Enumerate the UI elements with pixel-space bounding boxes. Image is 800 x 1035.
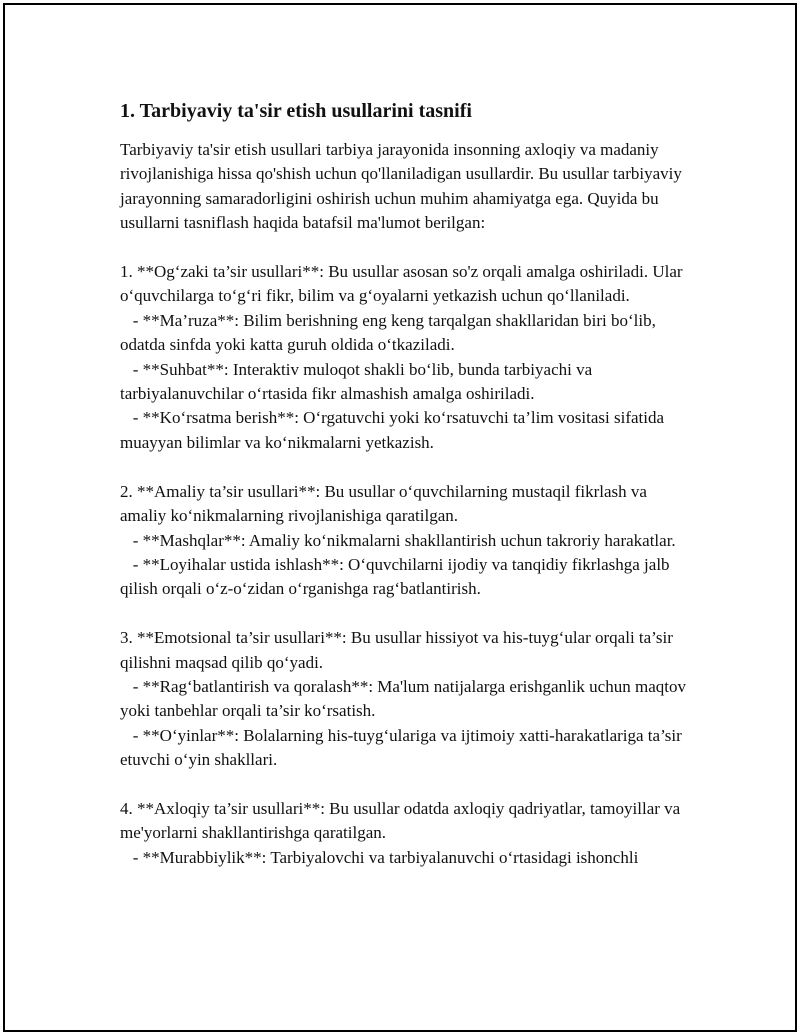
section-2-item-2: - **Loyihalar ustida ishlash**: O‘quvchilarni ijodiy va tanqidiy fikrlashga jalb qilish orqali o‘z-o‘zidan o‘rganishga rag‘batlantirish. [120, 554, 674, 599]
section-4-item-1: - **Murabbiylik**: Tarbiyalovchi va tarbiyalanuvchi o‘rtasidagi ishonchli [120, 847, 639, 867]
section-1-item-2: - **Suhbat**: Interaktiv muloqot shakli bo‘lib, bunda tarbiyachi va tarbiyalanuvchilar o‘rtasida fikr almashish amalga oshiriladi. [120, 359, 597, 404]
document-page [3, 3, 797, 1032]
intro-paragraph: Tarbiyaviy ta'sir etish usullari tarbiya jarayonida insonning axloqiy va madaniy rivojlanishiga hissa qo'shish uchun qo'llaniladigan usullardir. Bu usullar tarbiyaviy jarayonning samaradorligini oshirish uchun muhim ahamiyatga ega. Quyida bu usullarni tasniflash haqida batafsil ma'lumot berilgan: [120, 140, 687, 233]
document-content [120, 98, 690, 870]
section-3-heading: 3. **Emotsional ta’sir usullari**: Bu usullar hissiyot va his-tuyg‘ular orqali ta’sir qilishni maqsad qilib qo‘yadi. [120, 628, 678, 672]
section-3-item-2: - **O‘yinlar**: Bolalarning his-tuyg‘ulariga va ijtimoiy xatti-harakatlariga ta’sir etuvchi o‘yin shakllari. [120, 725, 687, 770]
section-1-item-3: - **Ko‘rsatma berish**: O‘rgatuvchi yoki ko‘rsatuvchi ta’lim vositasi sifatida muayyan bilimlar va ko‘nikmalarni yetkazish. [120, 408, 669, 452]
section-1-heading: 1. **Og‘zaki ta’sir usullari**: Bu usullar asosan so'z orqali amalga oshiriladi. Ular o‘quvchilarga to‘g‘ri fikr, bilim va g‘oyalarni yetkazish uchun qo‘llaniladi. [120, 262, 687, 306]
document-title: 1. Tarbiyaviy ta'sir etish usullarini tasnifi [120, 100, 472, 122]
section-2-item-1: - **Mashqlar**: Amaliy ko‘nikmalarni shakllantirish uchun takroriy harakatlar. [120, 530, 676, 550]
section-2-heading: 2. **Amaliy ta’sir usullari**: Bu usullar o‘quvchilarning mustaqil fikrlash va amaliy ko‘nikmalarning rivojlanishiga qaratilgan. [120, 481, 652, 526]
document-body [120, 138, 690, 870]
section-1-item-1: - **Ma’ruza**: Bilim berishning eng keng tarqalgan shakllaridan biri bo‘lib, odatda sinfda yoki katta guruh oldida o‘tkaziladi. [120, 310, 661, 355]
section-4-heading: 4. **Axloqiy ta’sir usullari**: Bu usullar odatda axloqiy qadriyatlar, tamoyillar va me'yorlarni shakllantirishga qaratilgan. [120, 798, 685, 843]
section-3-item-1: - **Rag‘batlantirish va qoralash**: Ma'lum natijalarga erishganlik uchun maqtov yoki tanbehlar orqali ta’sir ko‘rsatish. [120, 676, 691, 721]
